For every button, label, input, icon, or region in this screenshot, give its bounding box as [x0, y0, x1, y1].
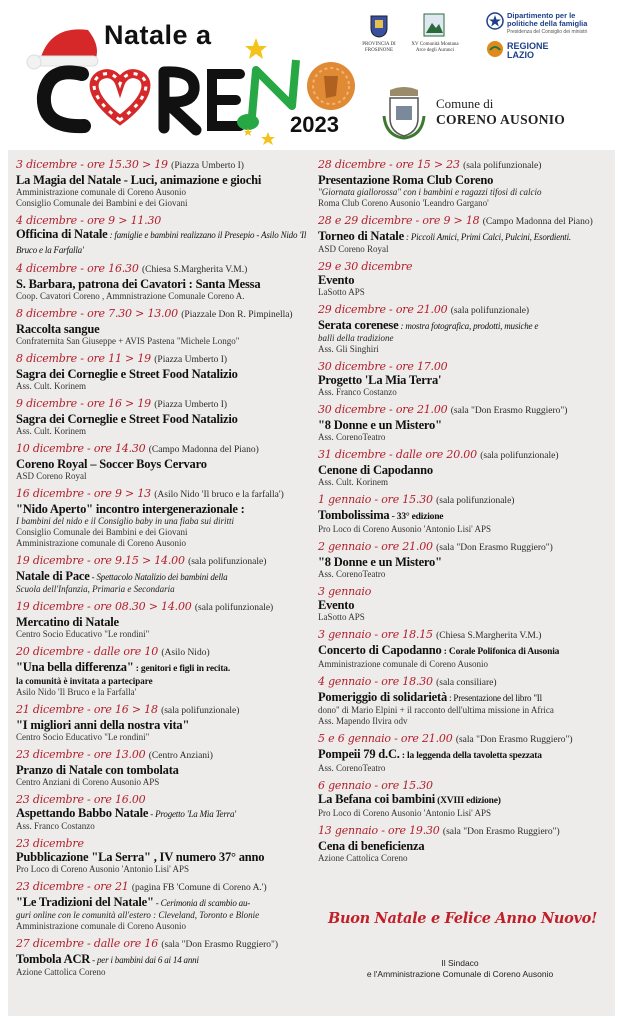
- event-title-detail: - per i bambini dai 6 ai 14 anni: [90, 955, 199, 965]
- event-place: (Chiesa S.Margherita V.M.): [141, 265, 248, 275]
- event-place: (sala "Don Erasmo Ruggiero"): [436, 543, 553, 553]
- event-date: 31 dicembre - dalle ore 20.00: [318, 448, 477, 461]
- event-organizer: la comunità è invitata a partecipare: [16, 676, 153, 686]
- event-date-line: [318, 260, 610, 273]
- event-title: Sagra dei Corneglie e Street Food Natalizio: [16, 412, 238, 426]
- event-description: guri online con le comunità all'estero : Cleveland, Toronto e Blonie: [16, 910, 260, 920]
- event-date-line: [16, 793, 311, 806]
- event-organizer: Amministrazione comunale di Coreno Ausonio: [16, 187, 186, 197]
- event-title: Tombola ACR: [16, 952, 91, 966]
- signature: [350, 958, 570, 980]
- event-title-line: [16, 850, 311, 864]
- event-date-line: [16, 307, 311, 322]
- event-title-line: [16, 763, 311, 777]
- event-date: 3 dicembre - ore 15.30 > 19: [16, 158, 168, 171]
- event-organizer: dono" di Mario Elpini + il racconto dell'ultima missione in Africa: [318, 705, 554, 715]
- event-title: Sagra dei Corneglie e Street Food Natalizio: [16, 367, 238, 381]
- event-title-detail: : Piccoli Amici, Primi Calci, Pulcini, Esordienti.: [403, 232, 571, 242]
- event-title: "Le Tradizioni del Natale": [16, 895, 154, 909]
- event-title-line: [318, 792, 610, 808]
- event-item: [16, 158, 311, 209]
- event-title: Progetto 'La Mia Terra': [318, 373, 442, 387]
- event-date: 16 dicembre - ore 9 > 13: [16, 487, 151, 500]
- event-organizer: Ass. CorenoTeatro: [318, 763, 386, 773]
- events-panel: [8, 150, 615, 1016]
- event-date-line: [16, 880, 311, 895]
- event-title: Tombolissima: [318, 508, 390, 522]
- event-title-line: [16, 367, 311, 381]
- event-date-line: [16, 442, 311, 457]
- event-organizer: Pro Loco di Coreno Ausonio 'Antonio Lisi' APS: [318, 808, 492, 818]
- event-place: (sala polifunzionale): [463, 161, 542, 171]
- dipartimento-sub-label: Presidenza del Consiglio dei ministri: [507, 29, 588, 35]
- event-date-line: [16, 600, 311, 615]
- event-title-detail: : mostra fotografica, prodotti, musiche e: [398, 321, 539, 331]
- event-title: "8 Donne e un Mistero": [318, 555, 442, 569]
- event-date-line: [16, 554, 311, 569]
- event-date-line: [318, 360, 610, 373]
- event-date-line: [16, 837, 311, 850]
- logo-year: 2023: [290, 112, 339, 137]
- event-date-line: [318, 303, 610, 318]
- event-organizer: Roma Club Coreno Ausonio 'Leandro Gargano': [318, 198, 489, 208]
- event-item: [318, 675, 610, 727]
- italian-republic-emblem-icon: [486, 12, 504, 30]
- right-events-column: [318, 158, 610, 869]
- event-description: I bambini del nido e il Consiglio baby in una fiaba sui diritti: [16, 516, 234, 526]
- event-date: 30 dicembre - ore 17.00: [318, 360, 448, 373]
- event-place: (sala "Don Erasmo Ruggiero"): [455, 735, 573, 745]
- event-place: (Centro Anziani): [148, 751, 213, 761]
- event-title-detail: (XVIII edizione): [435, 796, 501, 806]
- event-organizer: Ass. Franco Costanzo: [16, 821, 95, 831]
- event-organizer: Asilo Nido 'Il Bruco e la Farfalla': [16, 687, 137, 697]
- event-date: 23 dicembre - ore 21: [16, 880, 129, 893]
- event-organizer: LaSotto APS: [318, 612, 365, 622]
- event-title: Concerto di Capodanno: [318, 643, 442, 657]
- event-item: [16, 645, 311, 698]
- event-title: Serata corenese: [318, 318, 399, 332]
- event-organizer: Ass. Cult. Korinem: [318, 477, 389, 487]
- event-organizer: Pro Loco di Coreno Ausonio 'Antonio Lisi' APS: [16, 864, 190, 874]
- event-title: Cenone di Capodanno: [318, 463, 433, 477]
- event-title-detail: - Cerimonia di scambio au-: [153, 898, 251, 908]
- event-title: Pubblicazione "La Serra" , IV numero 37° anno: [16, 850, 265, 864]
- event-date-line: [318, 585, 610, 598]
- event-title: "8 Donne e un Mistero": [318, 418, 442, 432]
- event-item: [16, 600, 311, 640]
- event-title: Raccolta sangue: [16, 322, 100, 336]
- left-events-column: [16, 158, 311, 983]
- event-place: (Asilo Nido 'Il bruco e la farfalla'): [154, 490, 284, 500]
- event-title: Evento: [318, 273, 355, 287]
- event-title: Mercatino di Natale: [16, 615, 119, 629]
- event-date-line: [16, 645, 311, 660]
- event-date-line: [318, 779, 610, 792]
- event-organizer: ASD Coreno Royal: [16, 471, 87, 481]
- event-item: [16, 793, 311, 832]
- event-item: [16, 937, 311, 978]
- event-date: 6 gennaio - ore 15.30: [318, 779, 433, 792]
- event-item: [318, 260, 610, 298]
- comune-coat-of-arms-icon: [382, 86, 426, 140]
- event-date: 27 dicembre - dalle ore 16: [16, 937, 159, 950]
- event-title: La Befana coi bambini: [318, 792, 435, 806]
- event-title-detail: : famiglie e bambini realizzano il Presepio - Asilo Nido 'Il Bruco e la Farfalla': [16, 230, 307, 255]
- event-title-line: [16, 173, 311, 187]
- event-place: (pagina FB 'Comune di Coreno A.'): [131, 883, 267, 893]
- event-item: [16, 442, 311, 482]
- event-title-line: [318, 463, 610, 477]
- event-item: [16, 703, 311, 743]
- event-place: (Chiesa S.Margherita V.M.): [436, 631, 542, 641]
- poster-header: [0, 0, 623, 150]
- event-title-line: [16, 457, 311, 471]
- signature-line-1: Il Sindaco: [441, 958, 479, 968]
- event-date-line: [318, 732, 610, 747]
- event-title-detail: - Spettacolo Natalizio dei bambini della: [89, 572, 228, 582]
- event-title-detail: : Presentazione del libro "Il: [447, 693, 542, 703]
- signature-line-2: e l'Amministrazione Comunale di Coreno Ausonio: [366, 969, 554, 979]
- event-date-line: [16, 703, 311, 718]
- event-place: (Piazza Umberto I): [154, 355, 228, 365]
- event-item: [16, 262, 311, 302]
- event-item: [16, 214, 311, 257]
- event-item: [318, 628, 610, 670]
- event-organizer: Centro Anziani di Coreno Ausonio APS: [16, 777, 160, 787]
- event-date: 29 e 30 dicembre: [318, 260, 413, 273]
- event-place: (sala polifunzionale): [188, 557, 267, 567]
- event-title-line: [318, 747, 610, 763]
- event-item: [318, 158, 610, 209]
- event-date: 21 dicembre - ore 16 > 18: [16, 703, 158, 716]
- event-title: Aspettando Babbo Natale: [16, 806, 149, 820]
- event-organizer: ASD Coreno Royal: [318, 244, 389, 254]
- event-date: 30 dicembre - ore 21.00: [318, 403, 448, 416]
- event-organizer: Coop. Cavatori Coreno , Ammnistrazione Comunale Coreno A.: [16, 291, 245, 301]
- event-place: (sala consiliare): [436, 678, 497, 688]
- event-date: 28 dicembre - ore 15 > 23: [318, 158, 460, 171]
- event-item: [16, 352, 311, 392]
- event-date: 19 dicembre - ore 08.30 > 14.00: [16, 600, 192, 613]
- event-title: Coreno Royal – Soccer Boys Cervaro: [16, 457, 207, 471]
- event-title-line: [318, 839, 610, 853]
- event-date-line: [318, 448, 610, 463]
- logo-title: Natale a: [104, 20, 212, 50]
- event-description: balli della tradizione: [318, 333, 394, 343]
- event-date-line: [318, 540, 610, 555]
- event-date-line: [16, 397, 311, 412]
- event-item: [16, 397, 311, 437]
- event-place: (sala polifunzionale): [480, 451, 559, 461]
- event-title-line: [318, 598, 610, 612]
- event-title-detail: - Progetto 'La Mia Terra': [148, 809, 236, 819]
- event-title: Pomeriggio di solidarietà: [318, 690, 448, 704]
- event-place: (Piazzale Don R. Pimpinella): [181, 310, 293, 320]
- event-title-line: [16, 569, 311, 584]
- event-date-line: [318, 628, 610, 643]
- event-organizer: Amministrazione comunale di Coreno Ausonio: [16, 538, 186, 548]
- event-title-line: [318, 229, 610, 244]
- event-title: Presentazione Roma Club Coreno: [318, 173, 494, 187]
- event-organizer: Ass. Cult. Korinem: [16, 381, 87, 391]
- event-place: (Piazza Umberto I): [154, 400, 228, 410]
- provincia-crest-icon: [369, 14, 389, 38]
- event-title: Officina di Natale: [16, 227, 108, 241]
- event-date: 23 dicembre: [16, 837, 84, 850]
- comunita-montana-label: XV Comunità Montana Arce degli Aurunci: [411, 42, 459, 53]
- event-title: S. Barbara, patrona dei Cavatori : Santa Messa: [16, 277, 261, 291]
- comune-name: CORENO AUSONIO: [436, 112, 566, 127]
- event-title-line: [318, 508, 610, 524]
- event-date: 28 e 29 dicembre - ore 9 > 18: [318, 214, 480, 227]
- event-organizer: Amministrazione comunale di Coreno Ausonio: [318, 659, 488, 669]
- event-date-line: [318, 403, 610, 418]
- christmas-greeting: Buon Natale e Felice Anno Nuovo!: [328, 910, 598, 927]
- event-date: 3 gennaio: [318, 585, 372, 598]
- event-item: [16, 837, 311, 875]
- event-organizer: Azione Cattolica Coreno: [318, 853, 408, 863]
- event-item: [16, 880, 311, 932]
- event-title-line: [318, 690, 610, 705]
- event-title-line: [16, 615, 311, 629]
- event-title-line: [16, 412, 311, 426]
- event-item: [16, 487, 311, 549]
- event-title: "Nido Aperto" incontro intergenerazionale :: [16, 502, 245, 516]
- event-place: (Campo Madonna del Piano): [148, 445, 259, 455]
- event-title-detail: : genitori e figli in recita.: [133, 664, 231, 674]
- event-place: (Campo Madonna del Piano): [482, 217, 593, 227]
- event-date: 8 dicembre - ore 11 > 19: [16, 352, 151, 365]
- event-place: (Piazza Umberto I): [171, 161, 244, 171]
- event-organizer: Ass. Gli Singhiri: [318, 344, 379, 354]
- event-date: 4 dicembre - ore 16.30: [16, 262, 139, 275]
- event-title-detail: - 33° edizione: [389, 512, 444, 522]
- event-date: 8 dicembre - ore 7.30 > 13.00: [16, 307, 178, 320]
- event-organizer: Ass. CorenoTeatro: [318, 432, 386, 442]
- event-date-line: [318, 214, 610, 229]
- event-item: [318, 214, 610, 255]
- event-date: 2 gennaio - ore 21.00: [318, 540, 433, 553]
- event-item: [318, 403, 610, 443]
- event-title-line: [318, 318, 610, 333]
- event-title-line: [16, 502, 311, 516]
- event-title-line: [16, 806, 311, 821]
- event-place: (sala polifunzionale): [194, 603, 274, 613]
- event-organizer: Ass. Cult. Korinem: [16, 426, 87, 436]
- provincia-label: PROVINCIA DI FROSINONE: [362, 42, 396, 53]
- event-date-line: [16, 937, 311, 952]
- event-item: [318, 448, 610, 488]
- event-title: Cena di beneficienza: [318, 839, 425, 853]
- event-item: [16, 554, 311, 595]
- event-date: 19 dicembre - ore 9.15 > 14.00: [16, 554, 185, 567]
- event-date-line: [16, 158, 311, 173]
- event-title-detail: : Corale Polifonica di Ausonia: [441, 647, 560, 657]
- comune-prefix: Comune di: [436, 96, 494, 111]
- comunita-montana-emblem-icon: [423, 13, 445, 37]
- event-place: (sala "Don Erasmo Ruggiero"): [442, 827, 560, 837]
- event-date: 10 dicembre - ore 14.30: [16, 442, 146, 455]
- event-title: "Una bella differenza": [16, 660, 134, 674]
- event-organizer: Consiglio Comunale dei Bambini e dei Giovani: [16, 198, 188, 208]
- event-item: [318, 732, 610, 774]
- event-organizer: Consiglio Comunale dei Bambini e dei Giovani: [16, 527, 188, 537]
- event-place: (Asilo Nido): [161, 648, 210, 658]
- event-title-line: [318, 643, 610, 659]
- event-item: [318, 824, 610, 864]
- event-date: 9 dicembre - ore 16 > 19: [16, 397, 151, 410]
- event-item: [318, 493, 610, 535]
- event-date: 20 dicembre - dalle ore 10: [16, 645, 159, 658]
- event-organizer: Centro Socio Educativo "Le rondini": [16, 629, 150, 639]
- event-title-line: [318, 555, 610, 569]
- event-date: 4 gennaio - ore 18.30: [318, 675, 433, 688]
- event-date-line: [16, 352, 311, 367]
- event-organizer: LaSotto APS: [318, 287, 365, 297]
- event-date: 13 gennaio - ore 19.30: [318, 824, 440, 837]
- event-item: [318, 360, 610, 398]
- event-date-line: [16, 262, 311, 277]
- event-organizer: Pro Loco di Coreno Ausonio 'Antonio Lisi' APS: [318, 524, 492, 534]
- event-title: Evento: [318, 598, 355, 612]
- event-date-line: [16, 487, 311, 502]
- event-date-line: [318, 675, 610, 690]
- event-date: 1 gennaio - ore 15.30: [318, 493, 433, 506]
- event-title: Natale di Pace: [16, 569, 90, 583]
- event-organizer: Amministrazione comunale di Coreno Ausonio: [16, 921, 186, 931]
- event-title-line: [16, 227, 311, 257]
- event-organizer: Azione Cattolica Coreno: [16, 967, 106, 977]
- event-title-line: [16, 277, 311, 291]
- event-title-line: [318, 173, 610, 187]
- event-title-line: [16, 660, 311, 676]
- event-title: Pranzo di Natale con tombolata: [16, 763, 179, 777]
- event-title-line: [318, 418, 610, 432]
- event-item: [16, 748, 311, 788]
- event-date: 3 gennaio - ore 18.15: [318, 628, 433, 641]
- event-date-line: [318, 493, 610, 508]
- event-date: 5 e 6 gennaio - ore 21.00: [318, 732, 453, 745]
- event-item: [16, 307, 311, 347]
- event-item: [318, 303, 610, 355]
- event-date: 29 dicembre - ore 21.00: [318, 303, 448, 316]
- event-organizer: Centro Socio Educativo "Le rondini": [16, 732, 150, 742]
- event-title-line: [318, 373, 610, 387]
- event-organizer: Ass. CorenoTeatro: [318, 569, 386, 579]
- event-title: La Magia del Natale - Luci, animazione e giochi: [16, 173, 262, 187]
- regione-lazio-label: REGIONE LAZIO: [507, 41, 549, 60]
- event-description: Scuola dell'Infanzia, Primaria e Secondaria: [16, 584, 175, 594]
- event-date-line: [318, 824, 610, 839]
- dipartimento-label: Dipartimento per le politiche della famiglia: [507, 11, 588, 28]
- event-description: "Giornata giallorossa" con i bambini e ragazzi tifosi di calcio: [318, 187, 542, 197]
- event-place: (sala "Don Erasmo Ruggiero"): [161, 940, 279, 950]
- event-item: [318, 779, 610, 819]
- event-title-line: [16, 322, 311, 336]
- event-title-line: [16, 718, 311, 732]
- event-place: (sala "Don Erasmo Ruggiero"): [450, 406, 568, 416]
- event-title-line: [318, 273, 610, 287]
- event-date: 23 dicembre - ore 13.00: [16, 748, 146, 761]
- event-date-line: [16, 214, 311, 227]
- event-place: (sala polifunzionale): [450, 306, 530, 316]
- event-date-line: [16, 748, 311, 763]
- event-date: 23 dicembre - ore 16.00: [16, 793, 146, 806]
- event-place: (sala polifunzionale): [161, 706, 240, 716]
- event-title-line: [16, 952, 311, 967]
- event-title-detail: : la leggenda della tavoletta spezzata: [399, 751, 542, 761]
- event-title-line: [16, 895, 311, 910]
- event-item: [318, 585, 610, 623]
- event-date-line: [318, 158, 610, 173]
- event-title: Pompeii 79 d.C.: [318, 747, 400, 761]
- event-title: Torneo di Natale: [318, 229, 404, 243]
- regione-lazio-logo-icon: [486, 40, 504, 58]
- event-place: (sala polifunzionale): [436, 496, 515, 506]
- event-title: "I migliori anni della nostra vita": [16, 718, 190, 732]
- event-organizer: Ass. Franco Costanzo: [318, 387, 397, 397]
- event-organizer: Ass. Mapendo Ilvira odv: [318, 716, 408, 726]
- event-item: [318, 540, 610, 580]
- event-organizer: Confraternita San Giuseppe + AVIS Pastena "Michele Longo": [16, 336, 240, 346]
- event-date: 4 dicembre - ore 9 > 11.30: [16, 214, 162, 227]
